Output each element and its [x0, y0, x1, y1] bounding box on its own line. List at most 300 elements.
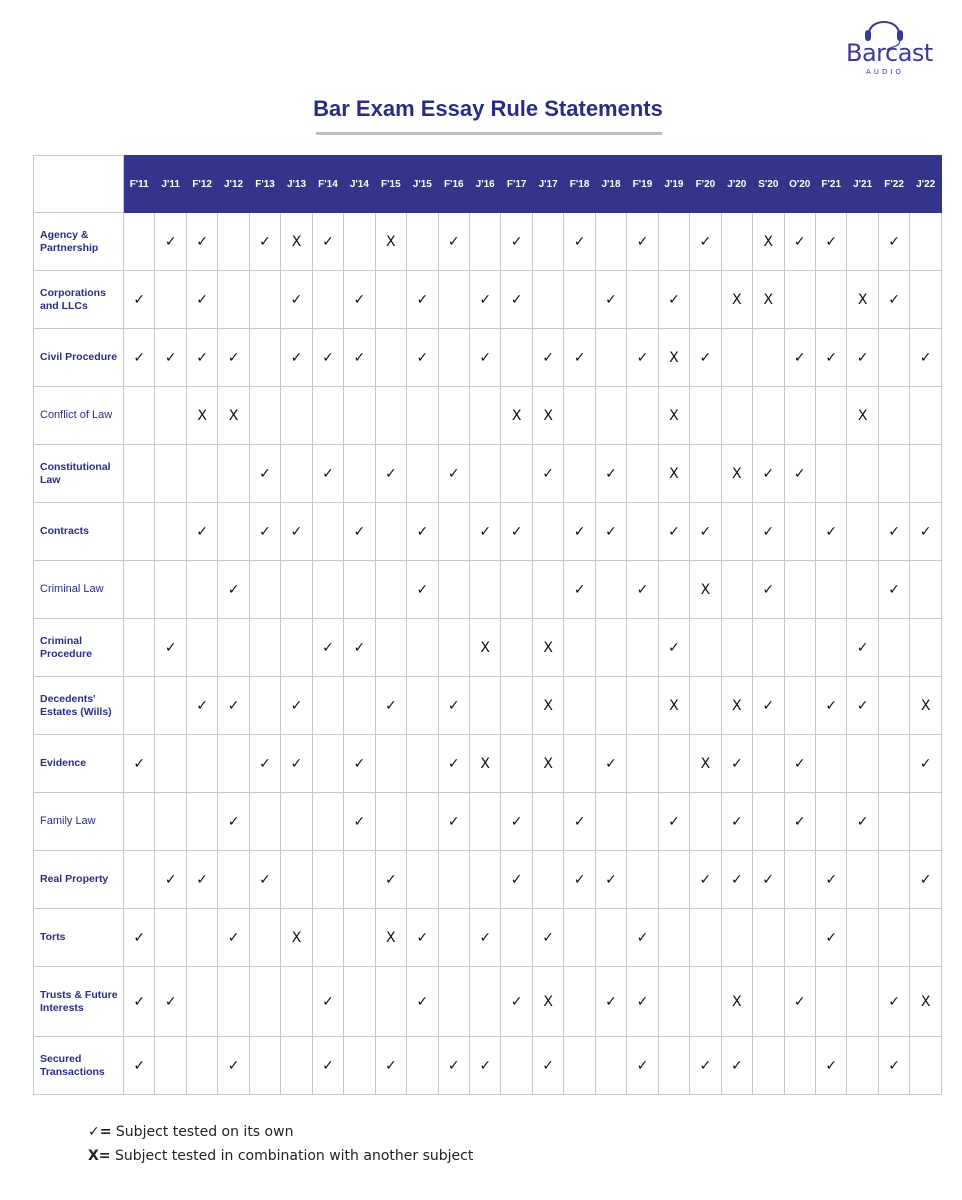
empty-cell — [784, 677, 815, 735]
check-mark: ✓ — [784, 793, 815, 851]
table-row — [34, 445, 942, 503]
check-mark: ✓ — [910, 851, 942, 909]
legend-equals: = — [99, 1124, 112, 1140]
subject-label: Criminal Procedure — [34, 619, 124, 677]
empty-cell — [281, 619, 312, 677]
check-mark: ✓ — [564, 561, 595, 619]
empty-cell — [438, 329, 469, 387]
empty-cell — [878, 677, 909, 735]
empty-cell — [407, 793, 438, 851]
check-mark: ✓ — [658, 503, 689, 561]
empty-cell — [532, 851, 563, 909]
empty-cell — [155, 387, 186, 445]
empty-cell — [124, 445, 155, 503]
empty-cell — [564, 967, 595, 1037]
empty-cell — [532, 561, 563, 619]
column-header: F'11 — [124, 156, 155, 213]
check-mark: ✓ — [312, 619, 343, 677]
check-mark: ✓ — [501, 851, 532, 909]
check-mark: ✓ — [155, 967, 186, 1037]
check-mark: ✓ — [344, 793, 375, 851]
empty-cell — [753, 909, 784, 967]
empty-cell — [658, 909, 689, 967]
subject-label: Decedents' Estates (Wills) — [34, 677, 124, 735]
empty-cell — [878, 793, 909, 851]
x-mark: X — [186, 387, 217, 445]
empty-cell — [532, 271, 563, 329]
empty-cell — [847, 967, 878, 1037]
check-mark: ✓ — [784, 445, 815, 503]
subject-label: Torts — [34, 909, 124, 967]
empty-cell — [438, 271, 469, 329]
check-mark: ✓ — [910, 503, 942, 561]
column-header: J'12 — [218, 156, 249, 213]
check-mark: ✓ — [690, 213, 721, 271]
check-mark: ✓ — [249, 445, 280, 503]
legend-text: Subject tested in combination with another subject — [114, 1148, 474, 1164]
table-row — [34, 1037, 942, 1095]
column-header: F'19 — [627, 156, 658, 213]
empty-cell — [249, 1037, 280, 1095]
check-mark: ✓ — [658, 271, 689, 329]
check-mark: ✓ — [532, 329, 563, 387]
x-mark: X — [658, 387, 689, 445]
empty-cell — [407, 619, 438, 677]
empty-cell — [249, 909, 280, 967]
empty-cell — [753, 1037, 784, 1095]
barcast-logo — [842, 12, 933, 78]
empty-cell — [627, 271, 658, 329]
empty-cell — [878, 735, 909, 793]
empty-cell — [375, 503, 406, 561]
empty-cell — [407, 1037, 438, 1095]
check-mark: ✓ — [501, 793, 532, 851]
x-mark: X — [721, 677, 752, 735]
empty-cell — [910, 271, 942, 329]
empty-cell — [312, 677, 343, 735]
empty-cell — [281, 851, 312, 909]
check-mark: ✓ — [878, 967, 909, 1037]
empty-cell — [186, 909, 217, 967]
check-mark: ✓ — [312, 967, 343, 1037]
empty-cell — [281, 387, 312, 445]
empty-cell — [595, 213, 626, 271]
x-mark: X — [218, 387, 249, 445]
check-mark: ✓ — [627, 967, 658, 1037]
empty-cell — [532, 213, 563, 271]
check-mark: ✓ — [281, 271, 312, 329]
check-mark: ✓ — [124, 271, 155, 329]
logo-subtitle: AUDIO — [866, 68, 904, 76]
check-mark: ✓ — [784, 213, 815, 271]
check-mark: ✓ — [627, 561, 658, 619]
empty-cell — [124, 387, 155, 445]
empty-cell — [218, 619, 249, 677]
empty-cell — [155, 445, 186, 503]
empty-cell — [564, 1037, 595, 1095]
check-mark: ✓ — [753, 851, 784, 909]
empty-cell — [690, 619, 721, 677]
check-mark: ✓ — [218, 561, 249, 619]
check-mark: ✓ — [532, 445, 563, 503]
empty-cell — [155, 677, 186, 735]
check-mark: ✓ — [721, 851, 752, 909]
check-mark: ✓ — [249, 503, 280, 561]
empty-cell — [281, 793, 312, 851]
check-mark: ✓ — [690, 851, 721, 909]
empty-cell — [721, 387, 752, 445]
check-mark: ✓ — [595, 271, 626, 329]
check-mark: ✓ — [438, 735, 469, 793]
empty-cell — [721, 503, 752, 561]
empty-cell — [124, 851, 155, 909]
column-header: F'21 — [815, 156, 846, 213]
empty-cell — [847, 735, 878, 793]
check-mark: ✓ — [124, 735, 155, 793]
subject-label: Secured Transactions — [34, 1037, 124, 1095]
check-mark: ✓ — [595, 851, 626, 909]
empty-cell — [595, 329, 626, 387]
empty-cell — [469, 793, 500, 851]
check-mark: ✓ — [627, 213, 658, 271]
logo-name: Barcast — [846, 39, 933, 67]
x-mark: X — [658, 329, 689, 387]
x-mark: X — [847, 387, 878, 445]
check-mark: ✓ — [847, 793, 878, 851]
empty-cell — [595, 387, 626, 445]
empty-cell — [784, 271, 815, 329]
x-mark: X — [690, 561, 721, 619]
empty-cell — [155, 503, 186, 561]
empty-cell — [564, 271, 595, 329]
empty-cell — [438, 967, 469, 1037]
empty-cell — [658, 213, 689, 271]
check-mark: ✓ — [281, 735, 312, 793]
empty-cell — [815, 793, 846, 851]
subject-label: Family Law — [34, 793, 124, 851]
legend-item — [88, 1120, 473, 1144]
check-mark: ✓ — [281, 677, 312, 735]
empty-cell — [155, 1037, 186, 1095]
empty-cell — [438, 619, 469, 677]
check-mark: ✓ — [186, 329, 217, 387]
subject-label: Conflict of Law — [34, 387, 124, 445]
check-mark: ✓ — [815, 677, 846, 735]
legend-equals: = — [98, 1148, 111, 1164]
empty-cell — [658, 561, 689, 619]
empty-cell — [627, 793, 658, 851]
x-mark: X — [501, 387, 532, 445]
exam-grid — [33, 155, 942, 1095]
column-header: S'20 — [753, 156, 784, 213]
legend — [88, 1120, 473, 1168]
empty-cell — [658, 851, 689, 909]
table-row — [34, 503, 942, 561]
check-mark: ✓ — [407, 271, 438, 329]
empty-cell — [312, 735, 343, 793]
empty-cell — [815, 271, 846, 329]
check-mark: ✓ — [564, 503, 595, 561]
empty-cell — [564, 677, 595, 735]
check-mark: ✓ — [249, 213, 280, 271]
empty-cell — [186, 561, 217, 619]
empty-cell — [375, 793, 406, 851]
empty-cell — [155, 561, 186, 619]
empty-cell — [501, 445, 532, 503]
empty-cell — [847, 1037, 878, 1095]
x-mark: X — [753, 213, 784, 271]
empty-cell — [627, 851, 658, 909]
empty-cell — [847, 851, 878, 909]
empty-cell — [721, 561, 752, 619]
empty-cell — [753, 329, 784, 387]
empty-cell — [878, 619, 909, 677]
empty-cell — [469, 213, 500, 271]
empty-cell — [784, 1037, 815, 1095]
empty-cell — [595, 677, 626, 735]
empty-cell — [784, 561, 815, 619]
x-mark: X — [532, 967, 563, 1037]
empty-cell — [501, 1037, 532, 1095]
empty-cell — [910, 619, 942, 677]
check-mark: ✓ — [501, 967, 532, 1037]
empty-cell — [344, 967, 375, 1037]
x-mark: X — [532, 677, 563, 735]
empty-cell — [753, 387, 784, 445]
check-mark: ✓ — [186, 271, 217, 329]
check-mark: ✓ — [532, 1037, 563, 1095]
check-mark: ✓ — [658, 619, 689, 677]
check-mark: ✓ — [501, 213, 532, 271]
empty-cell — [249, 329, 280, 387]
x-mark: X — [721, 967, 752, 1037]
check-mark: ✓ — [753, 677, 784, 735]
empty-cell — [438, 503, 469, 561]
check-mark: ✓ — [438, 445, 469, 503]
check-mark: ✓ — [438, 213, 469, 271]
table-row — [34, 619, 942, 677]
empty-cell — [690, 387, 721, 445]
check-mark: ✓ — [469, 503, 500, 561]
empty-cell — [281, 445, 312, 503]
x-icon: X — [88, 1148, 99, 1164]
check-mark: ✓ — [344, 735, 375, 793]
empty-cell — [910, 561, 942, 619]
x-mark: X — [847, 271, 878, 329]
column-header: J'16 — [469, 156, 500, 213]
empty-cell — [690, 445, 721, 503]
empty-cell — [312, 793, 343, 851]
empty-cell — [438, 909, 469, 967]
column-header: J'22 — [910, 156, 942, 213]
empty-cell — [532, 503, 563, 561]
empty-cell — [312, 909, 343, 967]
check-mark: ✓ — [878, 561, 909, 619]
column-header: J'19 — [658, 156, 689, 213]
check-mark: ✓ — [658, 793, 689, 851]
check-mark: ✓ — [438, 1037, 469, 1095]
empty-cell — [218, 503, 249, 561]
check-mark: ✓ — [312, 329, 343, 387]
column-header: O'20 — [784, 156, 815, 213]
check-mark: ✓ — [124, 1037, 155, 1095]
empty-cell — [847, 909, 878, 967]
x-mark: X — [532, 619, 563, 677]
check-mark: ✓ — [407, 503, 438, 561]
column-header: F'18 — [564, 156, 595, 213]
empty-cell — [186, 735, 217, 793]
empty-cell — [721, 213, 752, 271]
empty-cell — [124, 793, 155, 851]
empty-cell — [595, 1037, 626, 1095]
legend-text: Subject tested on its own — [115, 1124, 294, 1140]
empty-cell — [564, 619, 595, 677]
empty-cell — [312, 271, 343, 329]
legend-item — [88, 1144, 473, 1168]
table-row — [34, 561, 942, 619]
empty-cell — [124, 503, 155, 561]
check-mark: ✓ — [910, 329, 942, 387]
empty-cell — [815, 967, 846, 1037]
check-mark: ✓ — [690, 1037, 721, 1095]
empty-cell — [375, 735, 406, 793]
column-header: F'16 — [438, 156, 469, 213]
grid-body — [34, 213, 942, 1095]
empty-cell — [847, 561, 878, 619]
table-row — [34, 909, 942, 967]
check-mark: ✓ — [784, 967, 815, 1037]
empty-cell — [218, 213, 249, 271]
empty-cell — [910, 387, 942, 445]
empty-cell — [501, 677, 532, 735]
empty-cell — [218, 967, 249, 1037]
empty-cell — [753, 735, 784, 793]
empty-cell — [218, 271, 249, 329]
empty-cell — [249, 561, 280, 619]
check-mark: ✓ — [186, 503, 217, 561]
empty-cell — [469, 387, 500, 445]
empty-cell — [375, 387, 406, 445]
empty-cell — [375, 619, 406, 677]
empty-cell — [595, 619, 626, 677]
check-mark: ✓ — [878, 1037, 909, 1095]
x-mark: X — [910, 677, 942, 735]
empty-cell — [186, 967, 217, 1037]
empty-cell — [249, 793, 280, 851]
empty-cell — [753, 793, 784, 851]
x-mark: X — [532, 735, 563, 793]
x-mark: X — [690, 735, 721, 793]
empty-cell — [124, 561, 155, 619]
column-header: J'20 — [721, 156, 752, 213]
column-header: J'21 — [847, 156, 878, 213]
empty-cell — [344, 445, 375, 503]
empty-cell — [375, 561, 406, 619]
empty-cell — [910, 909, 942, 967]
check-mark: ✓ — [878, 271, 909, 329]
check-mark: ✓ — [155, 619, 186, 677]
x-mark: X — [281, 213, 312, 271]
column-header: J'18 — [595, 156, 626, 213]
check-mark: ✓ — [155, 851, 186, 909]
empty-cell — [155, 271, 186, 329]
x-mark: X — [532, 387, 563, 445]
table-row — [34, 677, 942, 735]
check-mark: ✓ — [627, 329, 658, 387]
check-mark: ✓ — [155, 213, 186, 271]
empty-cell — [815, 735, 846, 793]
check-mark: ✓ — [218, 1037, 249, 1095]
table-row — [34, 851, 942, 909]
empty-cell — [218, 445, 249, 503]
empty-cell — [407, 851, 438, 909]
empty-cell — [501, 329, 532, 387]
title-divider — [316, 132, 662, 135]
empty-cell — [501, 909, 532, 967]
empty-cell — [186, 619, 217, 677]
check-mark: ✓ — [595, 445, 626, 503]
table-row — [34, 213, 942, 271]
check-mark: ✓ — [186, 213, 217, 271]
empty-cell — [438, 851, 469, 909]
column-header: F'17 — [501, 156, 532, 213]
empty-cell — [438, 387, 469, 445]
empty-cell — [627, 445, 658, 503]
check-mark: ✓ — [595, 967, 626, 1037]
check-mark: ✓ — [815, 851, 846, 909]
empty-cell — [469, 677, 500, 735]
check-mark: ✓ — [501, 271, 532, 329]
empty-cell — [501, 735, 532, 793]
empty-cell — [155, 735, 186, 793]
empty-cell — [344, 909, 375, 967]
empty-cell — [815, 387, 846, 445]
check-mark: ✓ — [281, 329, 312, 387]
empty-cell — [815, 619, 846, 677]
empty-cell — [344, 851, 375, 909]
column-header: F'13 — [249, 156, 280, 213]
check-mark: ✓ — [344, 619, 375, 677]
check-mark: ✓ — [438, 793, 469, 851]
table-row — [34, 793, 942, 851]
column-header: J'17 — [532, 156, 563, 213]
column-header: F'12 — [186, 156, 217, 213]
empty-cell — [438, 561, 469, 619]
empty-cell — [155, 793, 186, 851]
empty-cell — [627, 387, 658, 445]
check-mark: ✓ — [784, 329, 815, 387]
empty-cell — [878, 387, 909, 445]
check-mark: ✓ — [218, 329, 249, 387]
check-mark: ✓ — [281, 503, 312, 561]
empty-cell — [910, 1037, 942, 1095]
check-mark: ✓ — [878, 213, 909, 271]
empty-cell — [627, 735, 658, 793]
check-mark: ✓ — [690, 503, 721, 561]
empty-cell — [124, 677, 155, 735]
empty-cell — [564, 909, 595, 967]
empty-cell — [910, 445, 942, 503]
empty-cell — [847, 445, 878, 503]
empty-cell — [249, 387, 280, 445]
check-mark: ✓ — [910, 735, 942, 793]
empty-cell — [375, 967, 406, 1037]
subject-label: Criminal Law — [34, 561, 124, 619]
empty-cell — [658, 1037, 689, 1095]
empty-cell — [784, 619, 815, 677]
subject-label: Trusts & Future Interests — [34, 967, 124, 1037]
empty-cell — [344, 387, 375, 445]
